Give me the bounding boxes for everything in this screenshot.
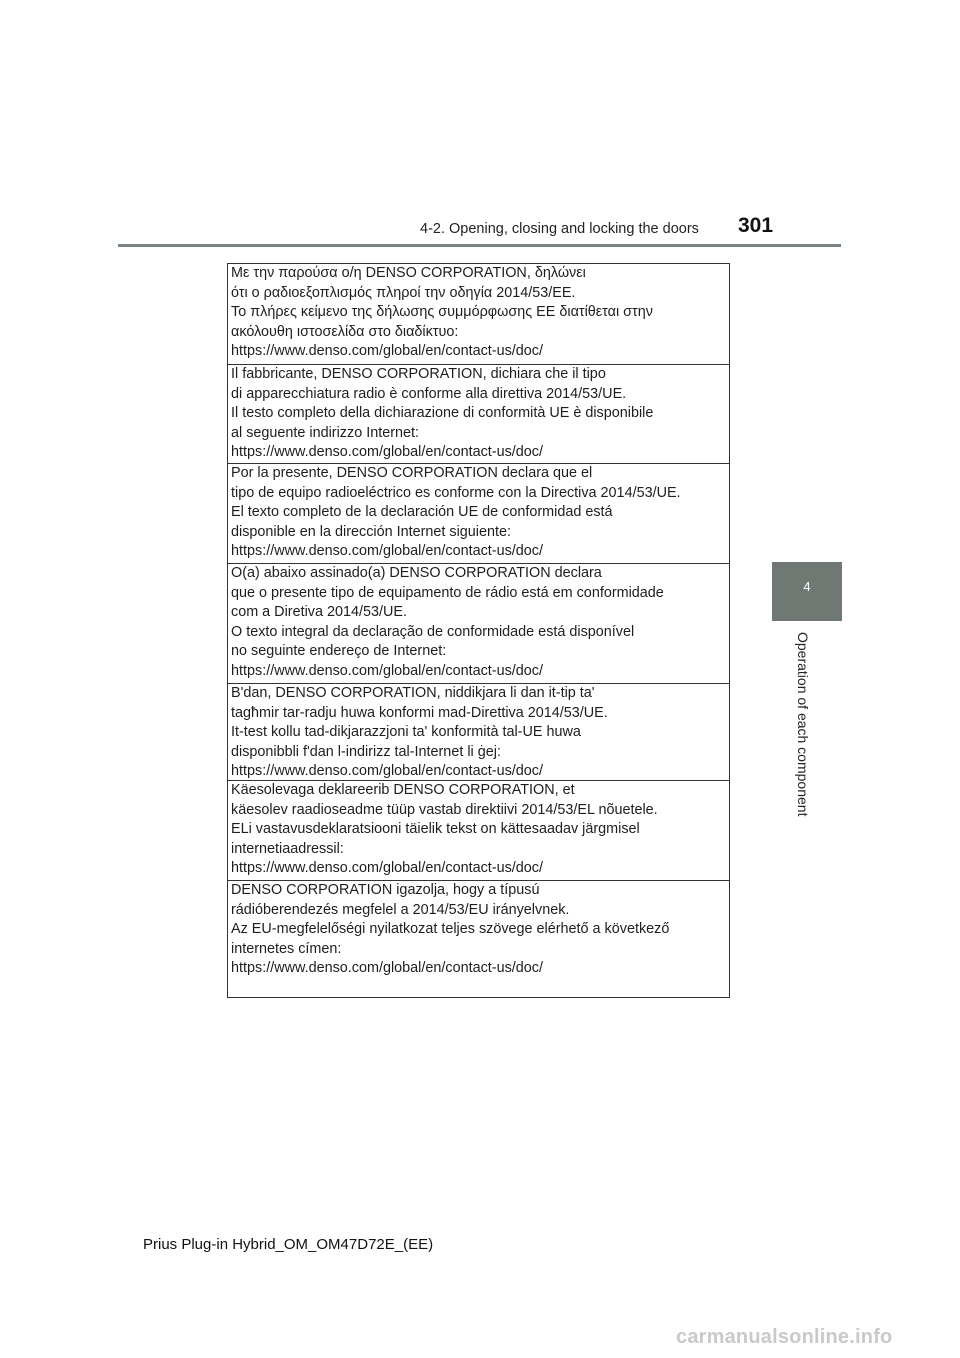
watermark: carmanualsonline.info bbox=[676, 1326, 893, 1348]
declaration-line: O(a) abaixo assinado(a) DENSO CORPORATION declara bbox=[231, 565, 602, 581]
declaration-link: https://www.denso.com/global/en/contact-us/doc/ bbox=[231, 860, 543, 877]
section-title: 4-2. Opening, closing and locking the doors bbox=[420, 221, 699, 237]
declaration-line: que o presente tipo de equipamento de rádio está em conformidade bbox=[231, 584, 664, 601]
declaration-line: Az EU-megfelelőségi nyilatkozat teljes szövege elérhető a következő bbox=[231, 921, 670, 938]
declaration-line: rádióberendezés megfelel a 2014/53/EU irányelvnek. bbox=[231, 901, 570, 918]
declaration-estonian bbox=[228, 781, 729, 881]
declaration-line: B'dan, DENSO CORPORATION, niddikjara li dan it-tip ta' bbox=[231, 685, 595, 701]
declaration-line: käesolev raadioseadme tüüp vastab direktiivi 2014/53/EL nõuetele. bbox=[231, 801, 658, 818]
chapter-number: 4 bbox=[803, 579, 811, 594]
declaration-line: Το πλήρες κείμενο της δήλωσης συμμόρφωσης ΕΕ διατίθεται στην bbox=[231, 304, 653, 321]
declaration-line: ακόλουθη ιστοσελίδα στο διαδίκτυο: bbox=[231, 323, 459, 340]
declaration-line: internetiaadressil: bbox=[231, 840, 344, 857]
declaration-greek bbox=[228, 264, 729, 365]
declaration-line: tagħmir tar-radju huwa konformi mad-Direttiva 2014/53/UE. bbox=[231, 704, 608, 721]
declaration-line: di apparecchiatura radio è conforme alla direttiva 2014/53/UE. bbox=[231, 385, 627, 402]
declaration-line: It-test kollu tad-dikjarazzjoni ta' konformità tal-UE huwa bbox=[231, 724, 581, 741]
chapter-title: Operation of each component bbox=[795, 632, 811, 817]
declaration-line: internetes címen: bbox=[231, 940, 342, 957]
declaration-line: ότι ο ραδιοεξοπλισμός πληροί την οδηγία 2014/53/ΕΕ. bbox=[231, 284, 576, 301]
declaration-spanish bbox=[228, 464, 729, 564]
declaration-line: Käesolevaga deklareerib DENSO CORPORATION, et bbox=[231, 782, 575, 798]
declaration-maltese bbox=[228, 684, 729, 781]
declaration-line: disponible en la dirección Internet siguiente: bbox=[231, 523, 511, 540]
declaration-line: no seguinte endereço de Internet: bbox=[231, 643, 447, 660]
manual-footer: Prius Plug-in Hybrid_OM_OM47D72E_(EE) bbox=[143, 1236, 434, 1253]
declaration-link: https://www.denso.com/global/en/contact-us/doc/ bbox=[231, 444, 543, 461]
declaration-line: Por la presente, DENSO CORPORATION declara que el bbox=[231, 465, 593, 481]
declaration-link: https://www.denso.com/global/en/contact-us/doc/ bbox=[231, 662, 543, 679]
declaration-line: al seguente indirizzo Internet: bbox=[231, 424, 419, 441]
page-number: 301 bbox=[738, 214, 774, 237]
header-divider bbox=[118, 244, 841, 247]
declaration-line: Il fabbricante, DENSO CORPORATION, dichiara che il tipo bbox=[231, 366, 606, 382]
declaration-line: O texto integral da declaração de conformidade está disponível bbox=[231, 623, 635, 640]
declaration-link: https://www.denso.com/global/en/contact-us/doc/ bbox=[231, 763, 543, 780]
declaration-link: https://www.denso.com/global/en/contact-us/doc/ bbox=[231, 543, 543, 560]
declaration-italian bbox=[228, 365, 729, 464]
declaration-table bbox=[227, 263, 730, 998]
declaration-line: El texto completo de la declaración UE de conformidad está bbox=[231, 504, 613, 521]
declaration-line: tipo de equipo radioeléctrico es conforme con la Directiva 2014/53/UE. bbox=[231, 484, 681, 501]
declaration-portuguese bbox=[228, 564, 729, 684]
declaration-link: https://www.denso.com/global/en/contact-us/doc/ bbox=[231, 343, 543, 360]
declaration-line: DENSO CORPORATION igazolja, hogy a típusú bbox=[231, 882, 540, 898]
declaration-line: com a Diretiva 2014/53/UE. bbox=[231, 604, 407, 621]
declaration-line: disponibbli f'dan l-indirizz tal-Internet li ġej: bbox=[231, 743, 501, 760]
declaration-link: https://www.denso.com/global/en/contact-us/doc/ bbox=[231, 960, 543, 977]
chapter-tab bbox=[772, 562, 842, 621]
declaration-line: ELi vastavusdeklaratsiooni täielik tekst on kättesaadav järgmisel bbox=[231, 821, 640, 838]
declaration-hungarian bbox=[228, 881, 729, 996]
declaration-line: Il testo completo della dichiarazione di conformità UE è disponibile bbox=[231, 405, 654, 422]
declaration-line: Με την παρούσα ο/η DENSO CORPORATION, δηλώνει bbox=[231, 265, 586, 281]
